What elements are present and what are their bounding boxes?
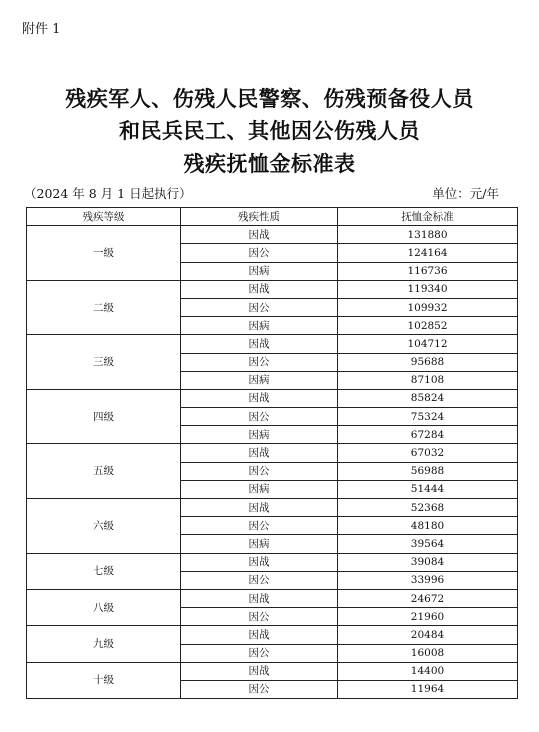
disability-nature-cell: 因战 xyxy=(181,444,338,462)
pension-amount-cell: 11964 xyxy=(338,680,518,698)
table-row xyxy=(27,280,518,298)
header-disability-nature: 残疾性质 xyxy=(181,208,338,226)
disability-nature-cell: 因公 xyxy=(181,244,338,262)
disability-nature-cell: 因战 xyxy=(181,335,338,353)
pension-amount-cell: 67284 xyxy=(338,426,518,444)
disability-nature-cell: 因战 xyxy=(181,662,338,680)
disability-nature-cell: 因公 xyxy=(181,353,338,371)
disability-level-cell: 三级 xyxy=(27,335,181,390)
disability-nature-cell: 因公 xyxy=(181,644,338,662)
pension-amount-cell: 67032 xyxy=(338,444,518,462)
disability-level-cell: 七级 xyxy=(27,553,181,589)
disability-nature-cell: 因病 xyxy=(181,262,338,280)
disability-level-cell: 八级 xyxy=(27,589,181,625)
unit-label: 单位：元/年 xyxy=(432,186,499,201)
table-header-row xyxy=(27,208,518,226)
disability-nature-cell: 因公 xyxy=(181,680,338,698)
pension-amount-cell: 116736 xyxy=(338,262,518,280)
header-pension-standard: 抚恤金标准 xyxy=(338,208,518,226)
pension-amount-cell: 124164 xyxy=(338,244,518,262)
pension-amount-cell: 119340 xyxy=(338,280,518,298)
table-row xyxy=(27,335,518,353)
pension-standard-table xyxy=(26,207,518,699)
effective-date: （2024 年 8 月 1 日起执行） xyxy=(24,186,192,201)
disability-level-cell: 五级 xyxy=(27,444,181,499)
pension-amount-cell: 33996 xyxy=(338,571,518,589)
disability-nature-cell: 因公 xyxy=(181,571,338,589)
table-body xyxy=(27,226,518,699)
disability-nature-cell: 因病 xyxy=(181,317,338,335)
pension-amount-cell: 39084 xyxy=(338,553,518,571)
pension-amount-cell: 87108 xyxy=(338,371,518,389)
table-row xyxy=(27,553,518,571)
pension-amount-cell: 48180 xyxy=(338,517,518,535)
pension-amount-cell: 39564 xyxy=(338,535,518,553)
disability-nature-cell: 因病 xyxy=(181,480,338,498)
disability-nature-cell: 因病 xyxy=(181,371,338,389)
attachment-label: 附件 1 xyxy=(22,22,61,37)
disability-nature-cell: 因战 xyxy=(181,280,338,298)
disability-level-cell: 九级 xyxy=(27,626,181,662)
disability-level-cell: 四级 xyxy=(27,389,181,444)
table-row xyxy=(27,662,518,680)
disability-nature-cell: 因公 xyxy=(181,462,338,480)
title-line-2: 和民兵民工、其他因公伤残人员 xyxy=(119,118,420,143)
disability-nature-cell: 因病 xyxy=(181,535,338,553)
pension-amount-cell: 20484 xyxy=(338,626,518,644)
pension-amount-cell: 85824 xyxy=(338,389,518,407)
title-line-1: 残疾军人、伤残人民警察、伤残预备役人员 xyxy=(65,86,474,111)
pension-amount-cell: 16008 xyxy=(338,644,518,662)
disability-level-cell: 二级 xyxy=(27,280,181,335)
table-row xyxy=(27,499,518,517)
header-disability-level: 残疾等级 xyxy=(27,208,181,226)
disability-nature-cell: 因战 xyxy=(181,389,338,407)
pension-amount-cell: 131880 xyxy=(338,226,518,244)
pension-amount-cell: 56988 xyxy=(338,462,518,480)
disability-nature-cell: 因战 xyxy=(181,589,338,607)
disability-level-cell: 十级 xyxy=(27,662,181,698)
disability-level-cell: 六级 xyxy=(27,499,181,554)
disability-level-cell: 一级 xyxy=(27,226,181,281)
pension-amount-cell: 109932 xyxy=(338,298,518,316)
table-row xyxy=(27,444,518,462)
title-line-3: 残疾抚恤金标准表 xyxy=(183,151,356,176)
disability-nature-cell: 因公 xyxy=(181,517,338,535)
pension-amount-cell: 95688 xyxy=(338,353,518,371)
pension-amount-cell: 24672 xyxy=(338,589,518,607)
pension-amount-cell: 102852 xyxy=(338,317,518,335)
disability-nature-cell: 因战 xyxy=(181,499,338,517)
table-row xyxy=(27,626,518,644)
pension-amount-cell: 104712 xyxy=(338,335,518,353)
disability-nature-cell: 因公 xyxy=(181,408,338,426)
pension-amount-cell: 21960 xyxy=(338,608,518,626)
pension-amount-cell: 75324 xyxy=(338,408,518,426)
disability-nature-cell: 因战 xyxy=(181,553,338,571)
table-row xyxy=(27,226,518,244)
pension-amount-cell: 52368 xyxy=(338,499,518,517)
disability-nature-cell: 因公 xyxy=(181,608,338,626)
disability-nature-cell: 因战 xyxy=(181,226,338,244)
pension-amount-cell: 14400 xyxy=(338,662,518,680)
disability-nature-cell: 因病 xyxy=(181,426,338,444)
disability-nature-cell: 因战 xyxy=(181,626,338,644)
disability-nature-cell: 因公 xyxy=(181,298,338,316)
table-row xyxy=(27,389,518,407)
pension-amount-cell: 51444 xyxy=(338,480,518,498)
table-row xyxy=(27,589,518,607)
